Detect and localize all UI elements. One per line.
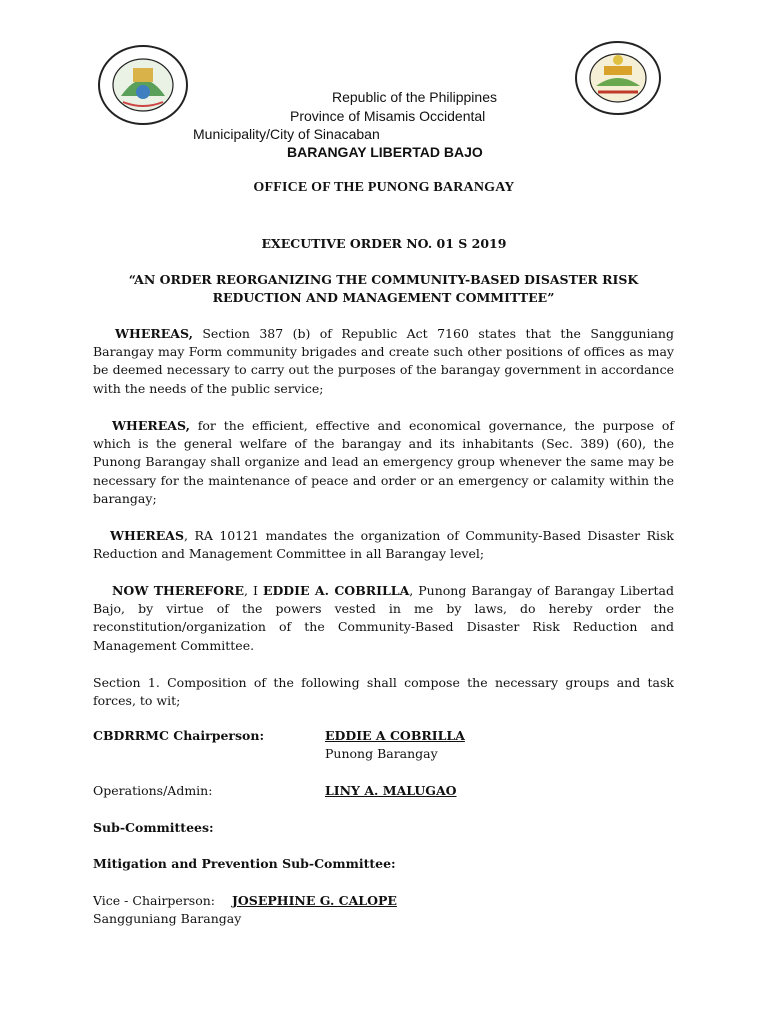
paragraph-text: , I xyxy=(243,583,263,598)
operations-name: LINY A. MALUGAO xyxy=(325,783,457,798)
whereas-lead: WHEREAS, xyxy=(115,326,193,341)
vice-chair-label: Vice - Chairperson: xyxy=(93,893,215,908)
chair-label: CBDRRMC Chairperson: xyxy=(93,728,265,743)
barangay-seal-icon xyxy=(97,44,189,126)
now-therefore-paragraph xyxy=(93,582,674,655)
paragraph-text: for the efficient, effective and economical governance, the purpose of which is the general welfare of the barangay and its inhabitants (Sec. 389) (60), the Punong Barangay shall organize and lead an emergency group whenever the same may be necessary for the maintenance of peace and order or an emergency or calamity within the barangay; xyxy=(93,418,674,506)
header-province: Province of Misamis Occidental xyxy=(290,108,486,124)
whereas-paragraph-2 xyxy=(93,417,674,508)
punong-barangay-name: EDDIE A. COBRILLA xyxy=(262,583,410,598)
operations-label: Operations/Admin: xyxy=(93,783,213,798)
paragraph-text: Section 387 (b) of Republic Act 7160 states that the Sangguniang Barangay may Form community brigades and create such other positions of offices as may be deemed necessary to carry out the purposes of the barangay government in accordance with the needs of the public service; xyxy=(93,326,674,396)
mitigation-heading: Mitigation and Prevention Sub-Committee: xyxy=(93,856,396,871)
header-municipality: Municipality/City of Sinacaban xyxy=(193,126,380,142)
vice-chair-name: JOSEPHINE G. CALOPE xyxy=(232,893,397,908)
whereas-lead: WHEREAS xyxy=(110,528,185,543)
whereas-paragraph-3 xyxy=(93,527,674,563)
vice-chair-position: Sangguniang Barangay xyxy=(93,911,242,926)
municipality-seal-icon xyxy=(574,40,662,116)
section-1-paragraph: Section 1. Composition of the following shall compose the necessary groups and task forces, to wit; xyxy=(93,675,674,709)
whereas-lead: WHEREAS, xyxy=(112,418,190,433)
now-therefore-lead: NOW THEREFORE xyxy=(112,583,244,598)
sub-committees-heading: Sub-Committees: xyxy=(93,820,214,835)
chair-name: EDDIE A COBRILLA xyxy=(325,728,465,743)
paragraph-text: , RA 10121 mandates the organization of Community-Based Disaster Risk Reduction and Management Committee in all Barangay level; xyxy=(93,528,674,562)
chair-position: Punong Barangay xyxy=(325,746,438,761)
whereas-paragraph-1 xyxy=(93,325,674,398)
office-title: OFFICE OF THE PUNONG BARANGAY xyxy=(253,180,515,195)
executive-order-number: EXECUTIVE ORDER NO. 01 S 2019 xyxy=(261,236,507,251)
header-barangay: BARANGAY LIBERTAD BAJO xyxy=(287,144,483,160)
executive-order-title: “AN ORDER REORGANIZING THE COMMUNITY-BASED DISASTER RISK REDUCTION AND MANAGEMENT COMMITTEE” xyxy=(128,272,639,305)
header-country: Republic of the Philippines xyxy=(332,89,497,105)
paragraph-text: , Punong Barangay of Barangay Libertad Bajo, by virtue of the powers vested in me by laws, do hereby order the reconstitution/organization of the Community-Based Disaster Risk Reduction and Management Committee. xyxy=(93,583,674,653)
